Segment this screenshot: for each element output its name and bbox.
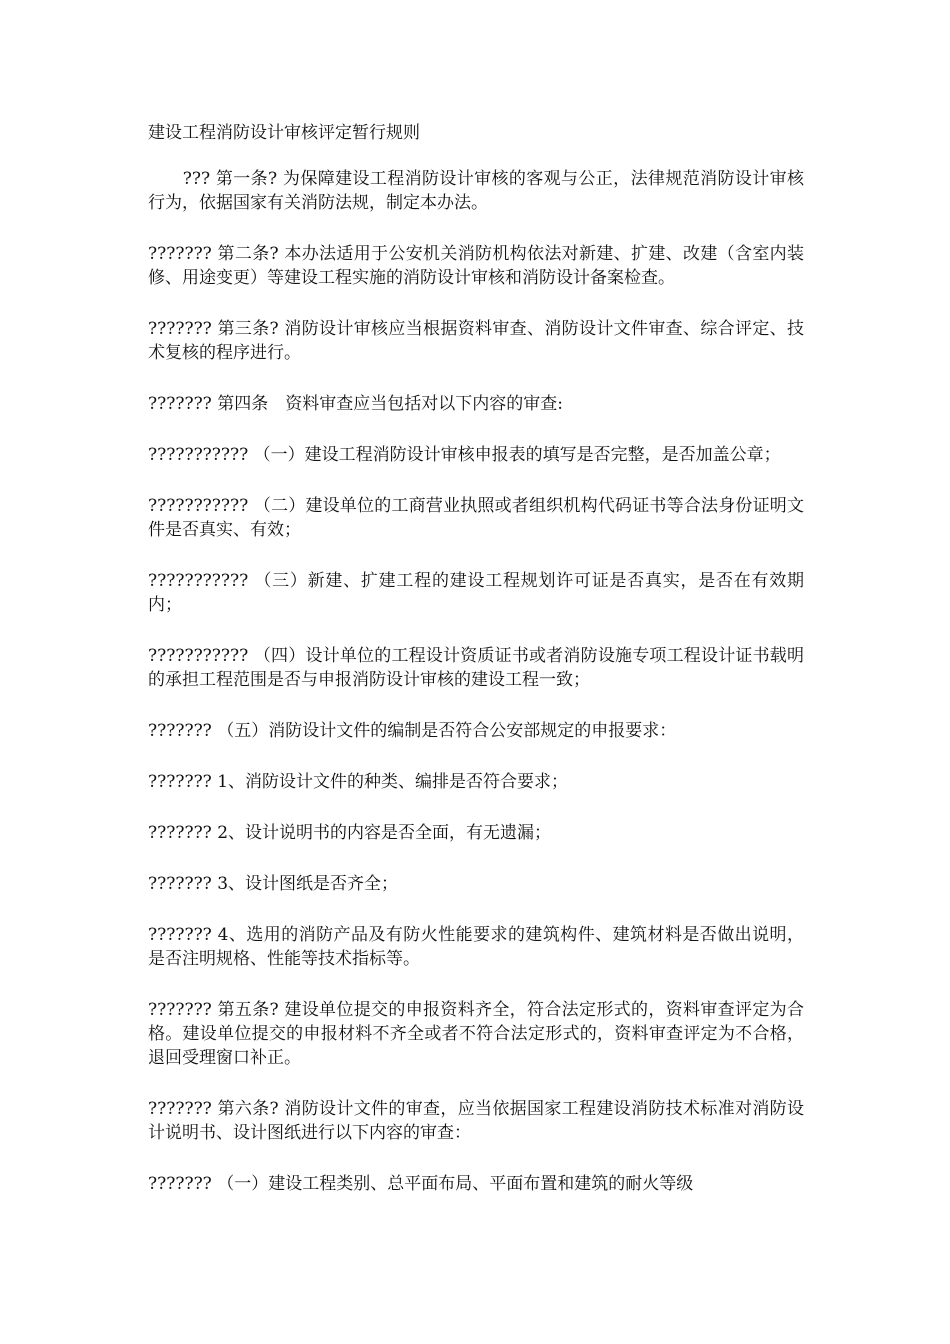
article-4-subitem-2: ??????? 2、设计说明书的内容是否全面，有无遗漏； <box>148 823 552 843</box>
article-4-subitem-3: ??????? 3、设计图纸是否齐全； <box>148 874 399 894</box>
article-4-item-5: ??????? （五）消防设计文件的编制是否符合公安部规定的申报要求： <box>148 721 677 741</box>
article-4-paragraph: ??????? 第四条 资料审查应当包括对以下内容的审查: <box>148 394 563 414</box>
article-4-item-3: ??????????? （三）新建、扩建工程的建设工程规划许可证是否真实，是否在有效期内； <box>148 571 804 615</box>
article-3-paragraph: ??????? 第三条? 消防设计审核应当根据资料审查、消防设计文件审查、综合评定、技术复核的程序进行。 <box>148 319 804 363</box>
document-page <box>148 121 804 1196</box>
article-6-item-1: ??????? （一）建设工程类别、总平面布局、平面布置和建筑的耐火等级 <box>148 1174 694 1194</box>
article-4-subitem-1: ??????? 1、消防设计文件的种类、编排是否符合要求； <box>148 772 569 792</box>
article-4-item-1: ??????????? （一）建设工程消防设计审核申报表的填写是否完整，是否加盖公章； <box>148 445 781 465</box>
document-title: 建设工程消防设计审核评定暂行规则 <box>148 123 420 143</box>
article-6-paragraph: ??????? 第六条? 消防设计文件的审查，应当依据国家工程建设消防技术标准对消防设计说明书、设计图纸进行以下内容的审查： <box>148 1099 804 1143</box>
article-4-subitem-4: ??????? 4、选用的消防产品及有防火性能要求的建筑构件、建筑材料是否做出说明，是否注明规格、性能等技术指标等。 <box>148 925 804 969</box>
article-5-paragraph: ??????? 第五条? 建设单位提交的申报资料齐全，符合法定形式的，资料审查评定为合格。建设单位提交的申报材料不齐全或者不符合法定形式的，资料审查评定为不合格，退回受理窗口补正。 <box>148 1000 804 1068</box>
article-4-item-4: ??????????? （四）设计单位的工程设计资质证书或者消防设施专项工程设计证书载明的承担工程范围是否与申报消防设计审核的建设工程一致； <box>148 646 804 690</box>
article-2-paragraph: ??????? 第二条? 本办法适用于公安机关消防机构依法对新建、扩建、改建（含室内装修、用途变更）等建设工程实施的消防设计审核和消防设计备案检查。 <box>148 244 804 288</box>
article-1-paragraph: ??? 第一条? 为保障建设工程消防设计审核的客观与公正，法律规范消防设计审核行为，依据国家有关消防法规，制定本办法。 <box>148 169 804 213</box>
article-4-item-2: ??????????? （二）建设单位的工商营业执照或者组织机构代码证书等合法身份证明文件是否真实、有效； <box>148 496 804 540</box>
